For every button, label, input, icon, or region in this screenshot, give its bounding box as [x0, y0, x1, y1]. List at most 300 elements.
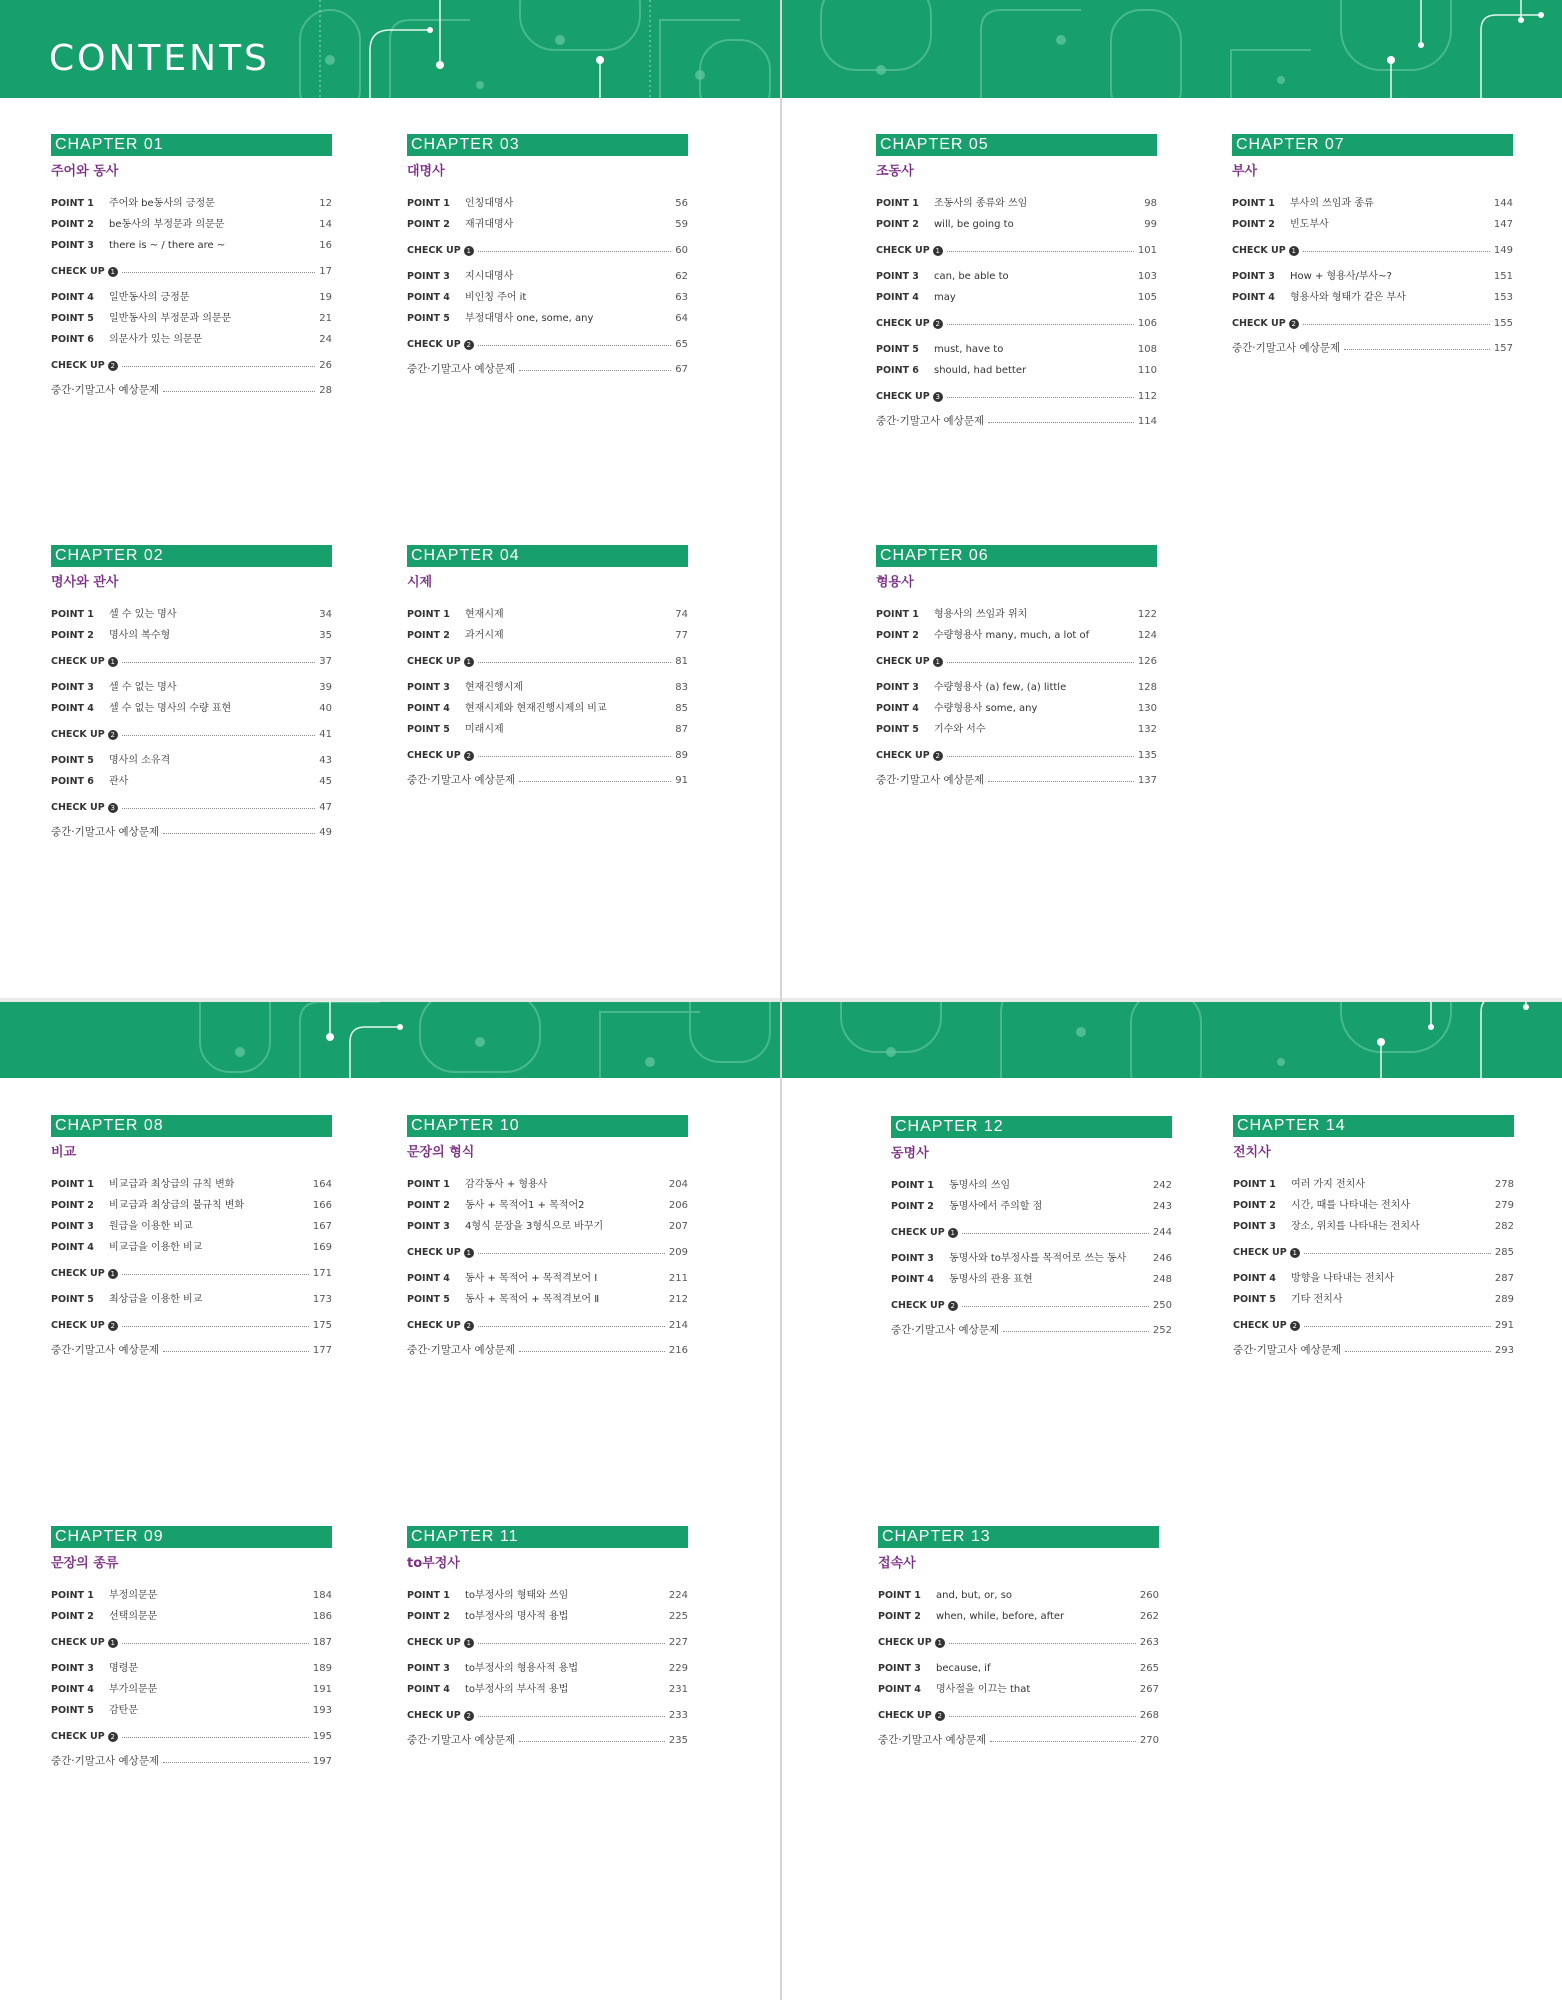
- toc-row-point[interactable]: [407, 1606, 688, 1627]
- page-number: 19: [319, 292, 332, 303]
- toc-row-point[interactable]: [51, 287, 332, 308]
- dot-leader: [1304, 1326, 1491, 1327]
- page-number: 166: [312, 1200, 332, 1211]
- toc-row-checkup[interactable]: [876, 651, 1157, 672]
- toc-row-point[interactable]: [407, 1174, 688, 1195]
- circuit-pattern: [781, 0, 1562, 98]
- toc-row-exam[interactable]: [407, 1730, 688, 1751]
- point-label: POINT 3: [407, 1663, 450, 1674]
- exam-label: 중간·기말고사 예상문제: [407, 363, 516, 375]
- toc-row-checkup[interactable]: [1233, 1242, 1514, 1263]
- page-number: 91: [675, 775, 688, 786]
- point-topic: to부정사의 부사적 용법: [465, 1684, 569, 1695]
- toc-row-point[interactable]: [407, 1268, 688, 1289]
- toc-row-point[interactable]: [407, 287, 688, 308]
- toc-row-checkup[interactable]: [407, 1242, 688, 1263]
- toc-row-checkup[interactable]: [891, 1295, 1172, 1316]
- page-number: 106: [1137, 318, 1157, 329]
- page-number: 87: [675, 724, 688, 735]
- checkup-label: CHECK UP: [1232, 318, 1286, 329]
- toc-row-checkup[interactable]: [891, 1222, 1172, 1243]
- toc-row-point[interactable]: [891, 1248, 1172, 1269]
- toc-row-checkup[interactable]: [407, 745, 688, 766]
- checkup-label: CHECK UP: [891, 1227, 945, 1238]
- chapter-01: [51, 134, 332, 401]
- page-number: 268: [1139, 1710, 1159, 1721]
- toc-row-point[interactable]: [51, 1700, 332, 1721]
- point-topic: 조동사의 종류와 쓰임: [934, 198, 1028, 209]
- chapter-label: CHAPTER 10: [407, 1115, 688, 1137]
- toc-row-point[interactable]: [51, 604, 332, 625]
- dot-leader: [947, 756, 1134, 757]
- dot-leader: [478, 1326, 665, 1327]
- exam-label: 중간·기말고사 예상문제: [1232, 342, 1341, 354]
- toc-row-point[interactable]: [51, 1585, 332, 1606]
- dot-leader: [962, 1306, 1149, 1307]
- page-2: [781, 0, 1562, 1000]
- point-topic: there is ~ / there are ~: [109, 240, 226, 251]
- point-label: POINT 4: [876, 292, 919, 303]
- point-label: POINT 3: [51, 1663, 94, 1674]
- toc-row-exam[interactable]: [51, 1751, 332, 1772]
- page-number: 105: [1137, 292, 1157, 303]
- spread-divider-vertical: [780, 0, 782, 2000]
- page-number: 267: [1139, 1684, 1159, 1695]
- point-topic: 선택의문문: [109, 1611, 158, 1622]
- checkup-number-badge: 3: [933, 392, 943, 402]
- toc-row-point[interactable]: [407, 193, 688, 214]
- toc-row-point[interactable]: [51, 235, 332, 256]
- chapter-title: 비교: [51, 1145, 77, 1160]
- toc-row-point[interactable]: [876, 214, 1157, 235]
- point-label: POINT 5: [876, 724, 919, 735]
- toc-row-checkup[interactable]: [407, 240, 688, 261]
- checkup-number-badge: 1: [464, 1638, 474, 1648]
- toc-row-checkup[interactable]: [51, 797, 332, 818]
- toc-row-point[interactable]: [51, 1195, 332, 1216]
- chapter-08: [51, 1115, 332, 1361]
- checkup-label: CHECK UP: [407, 750, 461, 761]
- circuit-pattern: [0, 1000, 781, 1078]
- page-number: 98: [1144, 198, 1157, 209]
- toc-row-point[interactable]: [1232, 287, 1513, 308]
- toc-row-point[interactable]: [876, 360, 1157, 381]
- exam-label: 중간·기말고사 예상문제: [51, 1344, 160, 1356]
- page-number: 164: [312, 1179, 332, 1190]
- checkup-label: CHECK UP: [51, 802, 105, 813]
- toc-row-checkup[interactable]: [876, 313, 1157, 334]
- toc-row-exam[interactable]: [1233, 1340, 1514, 1361]
- chapter-02: [51, 545, 332, 843]
- exam-label: 중간·기말고사 예상문제: [1233, 1344, 1342, 1356]
- dot-leader: [947, 662, 1134, 663]
- toc-row-exam[interactable]: [51, 822, 332, 843]
- toc-row-point[interactable]: [407, 1679, 688, 1700]
- toc-row-point[interactable]: [51, 193, 332, 214]
- point-topic: and, but, or, so: [936, 1590, 1013, 1601]
- toc-row-point[interactable]: [407, 625, 688, 646]
- page-number: 189: [312, 1663, 332, 1674]
- toc-row-checkup[interactable]: [51, 1632, 332, 1653]
- page-number: 207: [668, 1221, 688, 1232]
- point-topic: 시간, 때를 나타내는 전치사: [1291, 1200, 1410, 1211]
- page-number: 250: [1152, 1300, 1172, 1311]
- dot-leader: [1303, 324, 1490, 325]
- toc-row-checkup[interactable]: [407, 1632, 688, 1653]
- toc-row-checkup[interactable]: [1233, 1315, 1514, 1336]
- point-label: POINT 4: [407, 1684, 450, 1695]
- toc-row-exam[interactable]: [1232, 338, 1513, 359]
- toc-row-point[interactable]: [1233, 1289, 1514, 1310]
- exam-label: 중간·기말고사 예상문제: [876, 774, 985, 786]
- point-label: POINT 6: [51, 776, 94, 787]
- page-number: 252: [1152, 1325, 1172, 1336]
- dot-leader: [519, 370, 671, 371]
- toc-row-exam[interactable]: [51, 1340, 332, 1361]
- chapter-label: CHAPTER 06: [876, 545, 1157, 567]
- toc-row-point[interactable]: [51, 1658, 332, 1679]
- point-label: POINT 3: [51, 1221, 94, 1232]
- dot-leader: [949, 1643, 1136, 1644]
- page-4: [781, 1000, 1562, 2000]
- point-topic: 셀 수 있는 명사: [109, 609, 177, 620]
- toc-row-checkup[interactable]: [51, 651, 332, 672]
- page-number: 124: [1137, 630, 1157, 641]
- page-number: 186: [312, 1611, 332, 1622]
- point-topic: 의문사가 있는 의문문: [109, 334, 203, 345]
- toc-row-point[interactable]: [876, 677, 1157, 698]
- toc-row-checkup[interactable]: [51, 1263, 332, 1284]
- toc-row-checkup[interactable]: [407, 334, 688, 355]
- point-label: POINT 2: [407, 630, 450, 641]
- toc-row-point[interactable]: [891, 1196, 1172, 1217]
- point-label: POINT 5: [51, 1294, 94, 1305]
- point-topic: 최상급을 이용한 비교: [109, 1294, 203, 1305]
- checkup-number-badge: 3: [108, 803, 118, 813]
- toc-row-point[interactable]: [51, 214, 332, 235]
- dot-leader: [988, 422, 1134, 423]
- toc-row-point[interactable]: [1232, 266, 1513, 287]
- page-number: 206: [668, 1200, 688, 1211]
- point-topic: to부정사의 명사적 용법: [465, 1611, 569, 1622]
- checkup-number-badge: 2: [464, 1711, 474, 1721]
- toc-row-point[interactable]: [407, 1216, 688, 1237]
- toc-row-exam[interactable]: [876, 411, 1157, 432]
- toc-row-point[interactable]: [1233, 1268, 1514, 1289]
- chapter-title: 부사: [1232, 164, 1258, 179]
- toc-row-point[interactable]: [891, 1269, 1172, 1290]
- toc-row-point[interactable]: [407, 698, 688, 719]
- point-label: POINT 4: [51, 1684, 94, 1695]
- page-number: 17: [319, 266, 332, 277]
- page-number: 287: [1494, 1273, 1514, 1284]
- chapter-05: [876, 134, 1157, 432]
- checkup-number-badge: 2: [933, 751, 943, 761]
- page-1: [0, 0, 781, 1000]
- toc-row-point[interactable]: [51, 698, 332, 719]
- point-label: POINT 1: [876, 609, 919, 620]
- toc-row-point[interactable]: [878, 1658, 1159, 1679]
- toc-row-exam[interactable]: [891, 1320, 1172, 1341]
- page-number: 37: [319, 656, 332, 667]
- toc-row-point[interactable]: [1233, 1195, 1514, 1216]
- point-topic: 일반동사의 긍정문: [109, 292, 190, 303]
- point-topic: 감탄문: [109, 1705, 138, 1716]
- page-number: 64: [675, 313, 688, 324]
- page-number: 56: [675, 198, 688, 209]
- toc-row-exam[interactable]: [407, 359, 688, 380]
- toc-row-exam[interactable]: [407, 770, 688, 791]
- header-banner: [781, 1000, 1562, 1078]
- chapter-03: [407, 134, 688, 380]
- chapter-title: 조동사: [876, 164, 914, 179]
- page-number: 191: [312, 1684, 332, 1695]
- toc-row-checkup[interactable]: [407, 1705, 688, 1726]
- chapter-title: 형용사: [876, 575, 914, 590]
- page-number: 28: [319, 385, 332, 396]
- toc-row-point[interactable]: [407, 719, 688, 740]
- point-label: POINT 2: [876, 219, 919, 230]
- toc-row-checkup[interactable]: [51, 1726, 332, 1747]
- checkup-label: CHECK UP: [1233, 1320, 1287, 1331]
- point-label: POINT 6: [51, 334, 94, 345]
- toc-row-point[interactable]: [51, 677, 332, 698]
- checkup-number-badge: 1: [108, 267, 118, 277]
- toc-row-point[interactable]: [878, 1585, 1159, 1606]
- chapter-06: [876, 545, 1157, 791]
- point-topic: 장소, 위치를 나타내는 전치사: [1291, 1221, 1420, 1232]
- point-label: POINT 2: [1233, 1200, 1276, 1211]
- point-label: POINT 1: [1232, 198, 1275, 209]
- checkup-label: CHECK UP: [51, 360, 105, 371]
- point-topic: 부사의 쓰임과 종류: [1290, 198, 1374, 209]
- toc-row-checkup[interactable]: [878, 1705, 1159, 1726]
- page-number: 175: [312, 1320, 332, 1331]
- page-number: 112: [1137, 391, 1157, 402]
- toc-row-point[interactable]: [407, 308, 688, 329]
- toc-row-point[interactable]: [51, 771, 332, 792]
- toc-row-point[interactable]: [407, 1289, 688, 1310]
- page-number: 278: [1494, 1179, 1514, 1190]
- page-number: 279: [1494, 1200, 1514, 1211]
- point-topic: should, had better: [934, 365, 1027, 376]
- toc-row-point[interactable]: [51, 1174, 332, 1195]
- point-label: POINT 2: [876, 630, 919, 641]
- toc-row-point[interactable]: [876, 339, 1157, 360]
- checkup-label: CHECK UP: [407, 1247, 461, 1258]
- exam-label: 중간·기말고사 예상문제: [51, 826, 160, 838]
- toc-row-point[interactable]: [407, 1195, 688, 1216]
- toc-row-point[interactable]: [51, 1216, 332, 1237]
- toc-row-checkup[interactable]: [51, 261, 332, 282]
- page-number: 282: [1494, 1221, 1514, 1232]
- toc-row-point[interactable]: [1232, 193, 1513, 214]
- checkup-label: CHECK UP: [51, 1268, 105, 1279]
- toc-row-point[interactable]: [891, 1175, 1172, 1196]
- toc-row-checkup[interactable]: [876, 240, 1157, 261]
- point-label: POINT 4: [1232, 292, 1275, 303]
- toc-row-point[interactable]: [407, 214, 688, 235]
- checkup-label: CHECK UP: [51, 1320, 105, 1331]
- toc-row-point[interactable]: [876, 266, 1157, 287]
- toc-row-point[interactable]: [51, 750, 332, 771]
- point-label: POINT 3: [878, 1663, 921, 1674]
- point-label: POINT 3: [876, 682, 919, 693]
- page-number: 224: [668, 1590, 688, 1601]
- checkup-label: CHECK UP: [876, 750, 930, 761]
- toc-row-checkup[interactable]: [1232, 240, 1513, 261]
- toc-row-point[interactable]: [51, 1679, 332, 1700]
- page-number: 135: [1137, 750, 1157, 761]
- point-topic: 일반동사의 부정문과 의문문: [109, 313, 232, 324]
- chapter-label: CHAPTER 03: [407, 134, 688, 156]
- toc-row-point[interactable]: [1233, 1174, 1514, 1195]
- header-banner: [0, 0, 781, 98]
- point-topic: 비인칭 주어 it: [465, 292, 527, 303]
- page-number: 144: [1493, 198, 1513, 209]
- checkup-label: CHECK UP: [407, 1637, 461, 1648]
- toc-row-checkup[interactable]: [51, 1315, 332, 1336]
- page-number: 65: [675, 339, 688, 350]
- toc-row-checkup[interactable]: [51, 724, 332, 745]
- toc-row-point[interactable]: [407, 266, 688, 287]
- toc-row-checkup[interactable]: [51, 355, 332, 376]
- page-number: 291: [1494, 1320, 1514, 1331]
- toc-row-point[interactable]: [876, 287, 1157, 308]
- toc-row-point[interactable]: [407, 1585, 688, 1606]
- checkup-number-badge: 1: [108, 1269, 118, 1279]
- point-topic: 과거시제: [465, 630, 504, 641]
- point-topic: must, have to: [934, 344, 1004, 355]
- toc-row-point[interactable]: [876, 719, 1157, 740]
- toc-row-exam[interactable]: [878, 1730, 1159, 1751]
- exam-label: 중간·기말고사 예상문제: [407, 1344, 516, 1356]
- page-number: 16: [319, 240, 332, 251]
- toc-row-point[interactable]: [878, 1606, 1159, 1627]
- exam-label: 중간·기말고사 예상문제: [407, 1734, 516, 1746]
- toc-row-checkup[interactable]: [407, 651, 688, 672]
- point-topic: 수량형용사 (a) few, (a) little: [934, 682, 1067, 693]
- toc-row-point[interactable]: [1232, 214, 1513, 235]
- checkup-label: CHECK UP: [878, 1710, 932, 1721]
- toc-row-point[interactable]: [876, 604, 1157, 625]
- toc-row-point[interactable]: [876, 698, 1157, 719]
- point-topic: 인칭대명사: [465, 198, 514, 209]
- exam-label: 중간·기말고사 예상문제: [407, 774, 516, 786]
- chapter-title: 주어와 동사: [51, 164, 119, 179]
- page-number: 26: [319, 360, 332, 371]
- toc-row-checkup[interactable]: [878, 1632, 1159, 1653]
- dot-leader: [122, 808, 316, 809]
- chapter-12: [891, 1116, 1172, 1341]
- checkup-number-badge: 1: [948, 1228, 958, 1238]
- checkup-label: CHECK UP: [51, 1731, 105, 1742]
- page-number: 45: [319, 776, 332, 787]
- page-number: 173: [312, 1294, 332, 1305]
- toc-row-exam[interactable]: [876, 770, 1157, 791]
- dot-leader: [988, 781, 1134, 782]
- point-label: POINT 4: [407, 703, 450, 714]
- toc-row-point[interactable]: [51, 1289, 332, 1310]
- toc-row-point[interactable]: [407, 1658, 688, 1679]
- toc-row-point[interactable]: [51, 308, 332, 329]
- page-number: 74: [675, 609, 688, 620]
- dot-leader: [519, 781, 671, 782]
- toc-row-point[interactable]: [876, 625, 1157, 646]
- dot-leader: [947, 324, 1134, 325]
- page-number: 60: [675, 245, 688, 256]
- point-label: POINT 1: [51, 1590, 94, 1601]
- point-topic: be동사의 부정문과 의문문: [109, 219, 225, 230]
- point-label: POINT 2: [891, 1201, 934, 1212]
- checkup-label: CHECK UP: [876, 656, 930, 667]
- point-label: POINT 2: [407, 1200, 450, 1211]
- page-number: 47: [319, 802, 332, 813]
- point-label: POINT 1: [891, 1180, 934, 1191]
- checkup-label: CHECK UP: [1232, 245, 1286, 256]
- page-number: 231: [668, 1684, 688, 1695]
- point-label: POINT 1: [51, 1179, 94, 1190]
- checkup-number-badge: 2: [933, 319, 943, 329]
- toc-row-checkup[interactable]: [876, 386, 1157, 407]
- chapter-14: [1233, 1115, 1514, 1361]
- toc-row-exam[interactable]: [51, 380, 332, 401]
- point-topic: 비교급을 이용한 비교: [109, 1242, 203, 1253]
- toc-row-checkup[interactable]: [1232, 313, 1513, 334]
- checkup-number-badge: 1: [464, 1248, 474, 1258]
- exam-label: 중간·기말고사 예상문제: [51, 384, 160, 396]
- page-number: 83: [675, 682, 688, 693]
- toc-row-point[interactable]: [51, 1606, 332, 1627]
- point-label: POINT 2: [51, 219, 94, 230]
- exam-label: 중간·기말고사 예상문제: [891, 1324, 1000, 1336]
- checkup-number-badge: 1: [1290, 1248, 1300, 1258]
- dot-leader: [478, 662, 672, 663]
- toc-row-point[interactable]: [51, 1237, 332, 1258]
- chapter-04: [407, 545, 688, 791]
- page-number: 246: [1152, 1253, 1172, 1264]
- toc-row-point[interactable]: [51, 329, 332, 350]
- toc-row-point[interactable]: [407, 677, 688, 698]
- toc-row-point[interactable]: [876, 193, 1157, 214]
- point-label: POINT 2: [407, 219, 450, 230]
- toc-row-point[interactable]: [51, 625, 332, 646]
- toc-row-exam[interactable]: [407, 1340, 688, 1361]
- toc-row-checkup[interactable]: [876, 745, 1157, 766]
- page-number: 89: [675, 750, 688, 761]
- toc-row-checkup[interactable]: [407, 1315, 688, 1336]
- checkup-number-badge: 1: [464, 657, 474, 667]
- point-topic: when, while, before, after: [936, 1611, 1065, 1622]
- point-label: POINT 2: [51, 1200, 94, 1211]
- chapter-title: 접속사: [878, 1556, 916, 1571]
- checkup-number-badge: 2: [464, 751, 474, 761]
- point-label: POINT 4: [51, 1242, 94, 1253]
- point-label: POINT 2: [878, 1611, 921, 1622]
- checkup-number-badge: 1: [108, 1638, 118, 1648]
- point-label: POINT 3: [51, 682, 94, 693]
- toc-row-point[interactable]: [407, 604, 688, 625]
- point-topic: 동명사의 쓰임: [949, 1180, 1011, 1191]
- chapter-07: [1232, 134, 1513, 359]
- page-number: 263: [1139, 1637, 1159, 1648]
- toc-row-point[interactable]: [1233, 1216, 1514, 1237]
- point-label: POINT 3: [407, 271, 450, 282]
- page-number: 114: [1137, 416, 1157, 427]
- toc-row-point[interactable]: [878, 1679, 1159, 1700]
- point-label: POINT 3: [876, 271, 919, 282]
- checkup-label: CHECK UP: [878, 1637, 932, 1648]
